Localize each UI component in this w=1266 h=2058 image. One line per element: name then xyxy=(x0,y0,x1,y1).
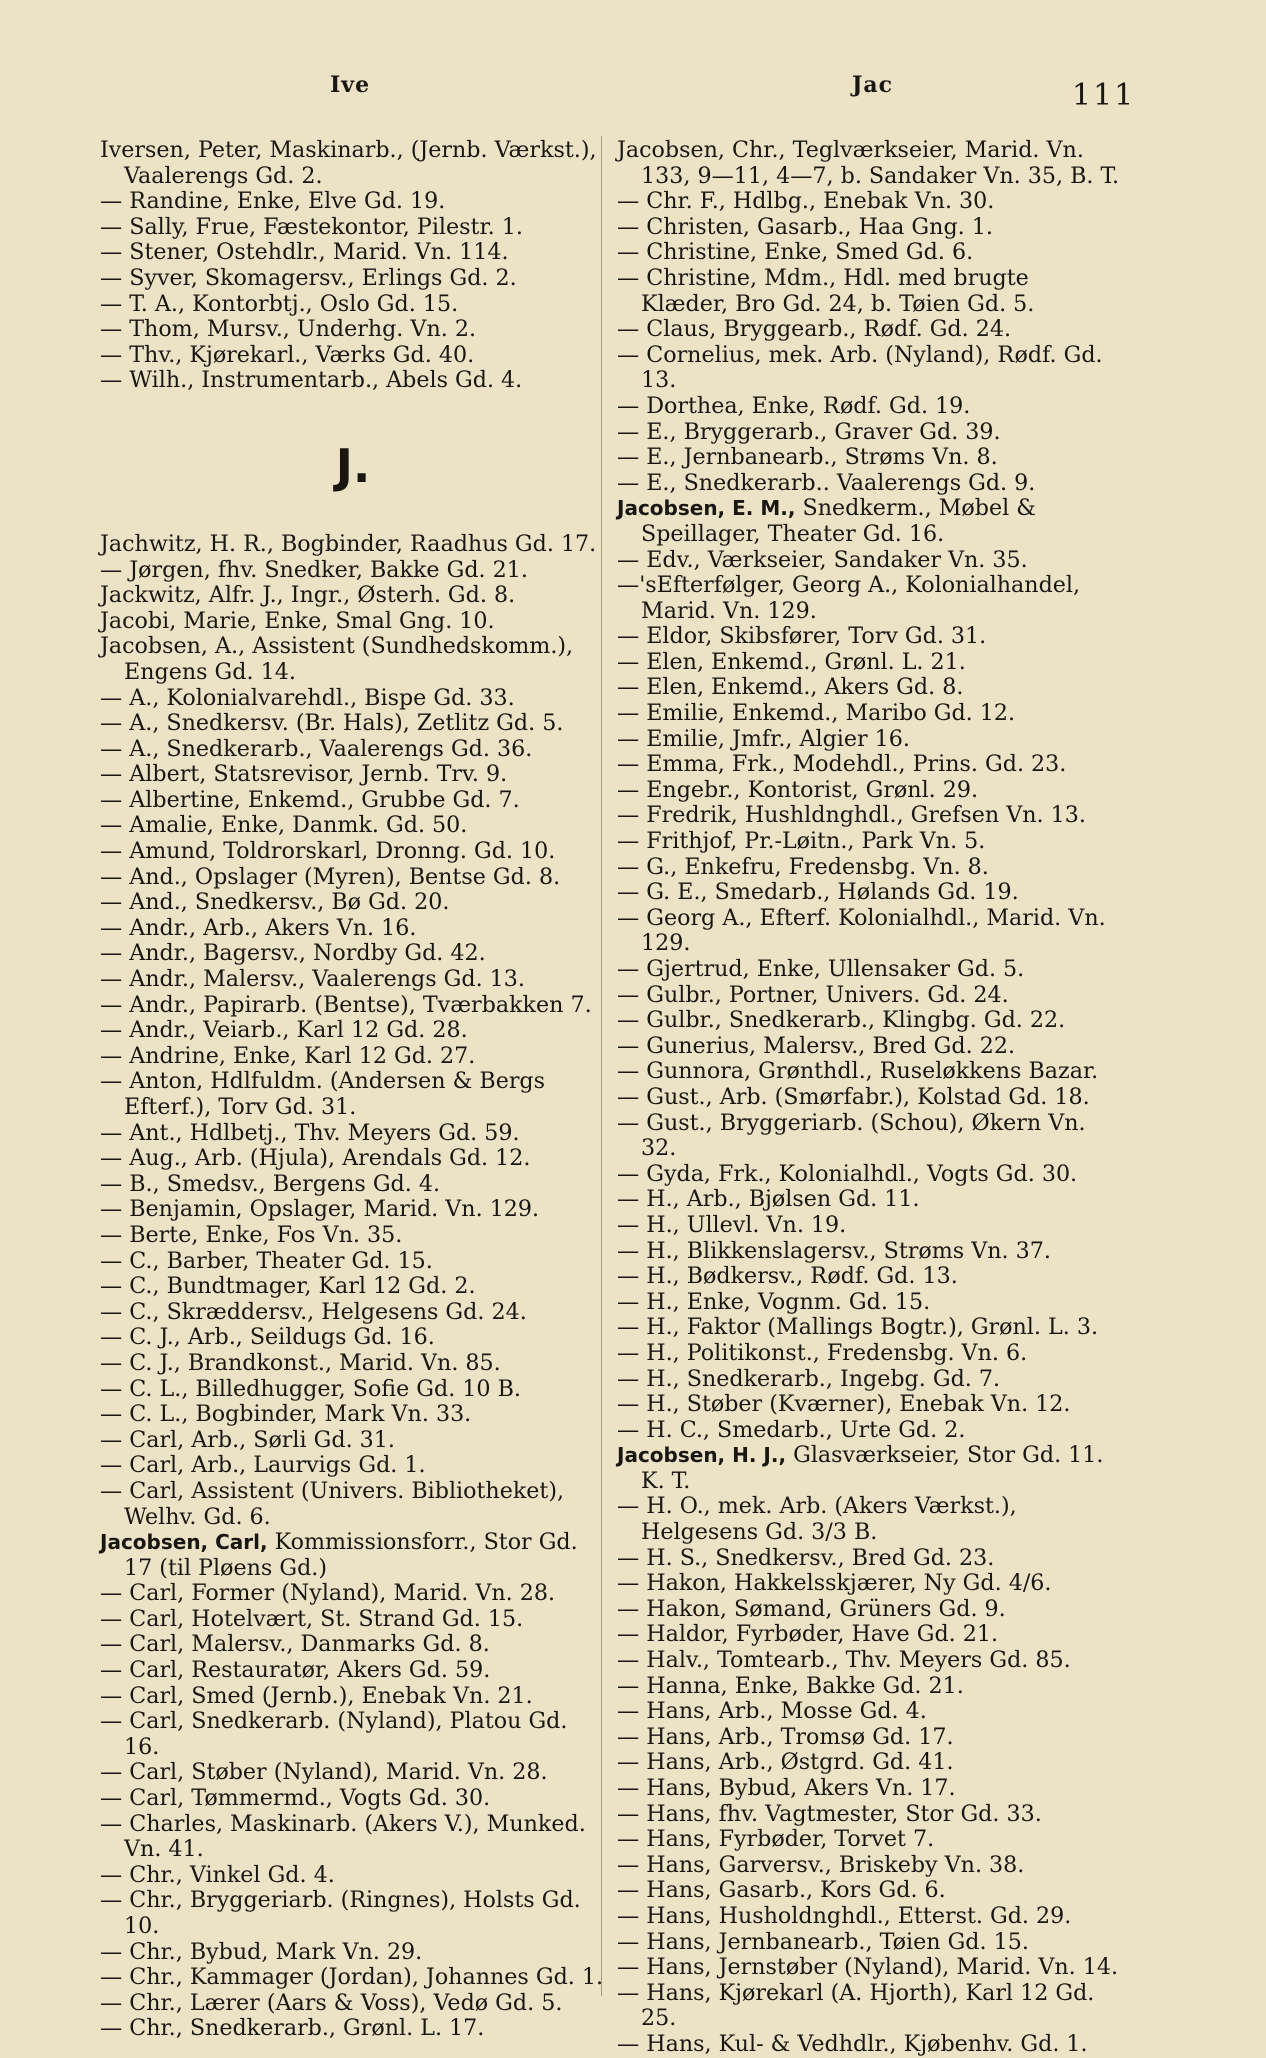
directory-entry: — Hans, Kul- & Vedhdlr., Kjøbenhv. Gd. 1. xyxy=(617,2030,1088,2057)
directory-entry: — Hans, Garversv., Briskeby Vn. 38. xyxy=(617,1851,1025,1878)
directory-entry: — Thv., Kjørekarl., Værks Gd. 40. xyxy=(100,341,475,368)
entry-details: Snedkerm., Møbel & Speillager, Theater Gd. 16. xyxy=(641,495,1037,547)
directory-entry: — Gust., Bryggeriarb. (Schou), Økern Vn. 32. xyxy=(617,1109,1086,1162)
directory-entry: — Carl, Arb., Sørli Gd. 31. xyxy=(100,1426,395,1453)
directory-entry: — H., Faktor (Mallings Bogtr.), Grønl. L. 3. xyxy=(617,1314,1099,1341)
directory-entry: — H. O., mek. Arb. (Akers Værkst.), Helgesens Gd. 3/3 B. xyxy=(617,1493,1017,1546)
directory-entry: — Anton, Hdlfuldm. (Andersen & Bergs Efterf.), Torv Gd. 31. xyxy=(100,1068,546,1120)
directory-entry: — Engebr., Kontorist, Grønl. 29. xyxy=(617,776,979,803)
entry-details: Glasværkseier, Stor Gd. 11. K. T. xyxy=(641,1442,1104,1494)
directory-entry: — H., Blikkenslagersv., Strøms Vn. 37. xyxy=(617,1237,1051,1264)
directory-entry: — Berte, Enke, Fos Vn. 35. xyxy=(100,1221,403,1248)
directory-entry: — T. A., Kontorbtj., Oslo Gd. 15. xyxy=(100,290,459,317)
directory-entry: — A., Snedkersv. (Br. Hals), Zetlitz Gd. 5. xyxy=(100,710,564,737)
entry-bold-name: Jacobsen, Carl, xyxy=(100,1530,268,1555)
directory-entry: — H. S., Snedkersv., Bred Gd. 23. xyxy=(617,1544,995,1571)
directory-entry: — H., Politikonst., Fredensbg. Vn. 6. xyxy=(617,1339,1028,1366)
header-right-guideword: Jac xyxy=(852,72,894,98)
directory-entry: — Hans, Arb., Østgrd. Gd. 41. xyxy=(617,1749,954,1776)
directory-entry: — Gyda, Frk., Kolonialhdl., Vogts Gd. 30. xyxy=(617,1160,1078,1187)
directory-entry: — Benjamin, Opslager, Marid. Vn. 129. xyxy=(100,1196,540,1223)
directory-entry: Jacobsen, A., Assistent (Sundhedskomm.), Engens Gd. 14. xyxy=(100,633,574,685)
directory-entry: — Elen, Enkemd., Grønl. L. 21. xyxy=(617,648,966,675)
directory-entry: — Andrine, Enke, Karl 12 Gd. 27. xyxy=(100,1042,476,1069)
directory-entry: — Albert, Statsrevisor, Jernb. Trv. 9. xyxy=(100,761,508,788)
directory-entry: — B., Smedsv., Bergens Gd. 4. xyxy=(100,1170,441,1197)
directory-entry: — G. E., Smedarb., Hølands Gd. 19. xyxy=(617,879,1019,906)
directory-entry: — C., Barber, Theater Gd. 15. xyxy=(100,1247,433,1274)
directory-entry: — Amalie, Enke, Danmk. Gd. 50. xyxy=(100,812,468,839)
directory-entry: — Edv., Værkseier, Sandaker Vn. 35. xyxy=(617,546,1028,573)
directory-entry: — Chr., Lærer (Aars & Voss), Vedø Gd. 5. xyxy=(100,1989,563,2016)
directory-entry: — Gunnora, Grønthdl., Ruseløkkens Bazar. xyxy=(617,1058,1099,1085)
directory-entry: — Albertine, Enkemd., Grubbe Gd. 7. xyxy=(100,786,520,813)
directory-entry: — Hans, Husholdnghdl., Etterst. Gd. 29. xyxy=(617,1902,1072,1929)
directory-entry: —'sEfterfølger, Georg A., Kolonialhandel, Marid. Vn. 129. xyxy=(617,572,1081,624)
section-letter: J. xyxy=(335,438,371,493)
directory-entry: — Emilie, Jmfr., Algier 16. xyxy=(617,725,910,752)
entry-bold-name: Jacobsen, H. J., xyxy=(617,1443,787,1468)
directory-entry: — Aug., Arb. (Hjula), Arendals Gd. 12. xyxy=(100,1145,531,1172)
directory-entry: — Cornelius, mek. Arb. (Nyland), Rødf. Gd. 13. xyxy=(617,341,1103,394)
directory-entry: — Sally, Frue, Fæstekontor, Pilestr. 1. xyxy=(100,213,523,240)
directory-entry: — Hakon, Sømand, Grüners Gd. 9. xyxy=(617,1595,1006,1622)
directory-entry: — E., Bryggerarb., Graver Gd. 39. xyxy=(617,418,1001,445)
right-column xyxy=(617,138,1121,2058)
directory-entry: — Chr., Snedkerarb., Grønl. L. 17. xyxy=(100,2015,485,2042)
directory-entry: — Charles, Maskinarb. (Akers V.), Munked. Vn. 41. xyxy=(100,1810,586,1863)
directory-entry: — Emilie, Enkemd., Maribo Gd. 12. xyxy=(617,700,1016,727)
directory-entry: — Emma, Frk., Modehdl., Prins. Gd. 23. xyxy=(617,751,1067,778)
directory-entry: — Dorthea, Enke, Rødf. Gd. 19. xyxy=(617,392,971,419)
directory-entry: — Carl, Smed (Jernb.), Enebak Vn. 21. xyxy=(100,1682,533,1709)
directory-entry: Jacobsen, Chr., Teglværkseier, Marid. Vn. 133, 9—11, 4—7, b. Sandaker Vn. 35, B. T. xyxy=(617,137,1120,189)
directory-entry: — Stener, Ostehdlr., Marid. Vn. 114. xyxy=(100,239,509,266)
directory-entry: — C. L., Bogbinder, Mark Vn. 33. xyxy=(100,1401,472,1428)
directory-entry: — Haldor, Fyrbøder, Have Gd. 21. xyxy=(617,1621,999,1648)
directory-entry: — Hans, Jernbanearb., Tøien Gd. 15. xyxy=(617,1928,1029,1955)
directory-entry: — C., Skræddersv., Helgesens Gd. 24. xyxy=(100,1298,527,1325)
entry-bold-name: Jacobsen, E. M., xyxy=(617,496,796,521)
directory-entry: — Carl, Malersv., Danmarks Gd. 8. xyxy=(100,1631,490,1658)
directory-entry: — H., Snedkerarb., Ingebg. Gd. 7. xyxy=(617,1365,1001,1392)
directory-entry: — Christine, Mdm., Hdl. med brugte Klæder, Bro Gd. 24, b. Tøien Gd. 5. xyxy=(617,264,1035,317)
directory-entry: Iversen, Peter, Maskinarb., (Jernb. Værkst.), Vaalerengs Gd. 2. xyxy=(100,137,597,189)
directory-entry: — Ant., Hdlbetj., Thv. Meyers Gd. 59. xyxy=(100,1119,520,1146)
directory-entry: — Hans, Jernstøber (Nyland), Marid. Vn. 14. xyxy=(617,1954,1119,1981)
directory-entry: — Hanna, Enke, Bakke Gd. 21. xyxy=(617,1672,964,1699)
directory-entry: — H., Enke, Vognm. Gd. 15. xyxy=(617,1288,931,1315)
directory-entry: — H., Støber (Kværner), Enebak Vn. 12. xyxy=(617,1391,1071,1418)
directory-entry: — Chr., Bryggeriarb. (Ringnes), Holsts Gd. 10. xyxy=(100,1887,581,1939)
directory-entry: — Hans, Fyrbøder, Torvet 7. xyxy=(617,1826,935,1853)
directory-entry: — Carl, Hotelvært, St. Strand Gd. 15. xyxy=(100,1605,524,1632)
left-entries-after-section xyxy=(100,532,606,2042)
directory-entry: — Carl, Assistent (Univers. Bibliotheket), Welhv. Gd. 6. xyxy=(100,1477,565,1530)
directory-entry: — C. J., Arb., Seildugs Gd. 16. xyxy=(100,1324,435,1351)
directory-entry: — Carl, Tømmermd., Vogts Gd. 30. xyxy=(100,1785,491,1812)
directory-entry: — Andr., Papirarb. (Bentse), Tværbakken 7. xyxy=(100,991,592,1018)
directory-entry: — C. J., Brandkonst., Marid. Vn. 85. xyxy=(100,1349,501,1376)
directory-entry: — Hans, Kjørekarl (A. Hjorth), Karl 12 Gd. 25. xyxy=(617,1979,1095,2032)
directory-entry: — C., Bundtmager, Karl 12 Gd. 2. xyxy=(100,1273,476,1300)
directory-entry: — H., Arb., Bjølsen Gd. 11. xyxy=(617,1186,920,1213)
directory-entry: — H., Ullevl. Vn. 19. xyxy=(617,1211,847,1238)
directory-entry: — A., Snedkerarb., Vaalerengs Gd. 36. xyxy=(100,735,533,762)
directory-entry: — Andr., Veiarb., Karl 12 Gd. 28. xyxy=(100,1017,468,1044)
directory-entry: — E., Jernbanearb., Strøms Vn. 8. xyxy=(617,444,998,471)
directory-entry: — Gulbr., Portner, Univers. Gd. 24. xyxy=(617,981,1009,1008)
directory-entry: — Carl, Former (Nyland), Marid. Vn. 28. xyxy=(100,1580,556,1607)
header-left-guideword: Ive xyxy=(330,72,371,98)
directory-entry: — Gjertrud, Enke, Ullensaker Gd. 5. xyxy=(617,956,1025,982)
directory-entry: — Chr., Vinkel Gd. 4. xyxy=(100,1861,335,1888)
directory-entry: — Hans, Bybud, Akers Vn. 17. xyxy=(617,1775,956,1801)
directory-entry: — Elen, Enkemd., Akers Gd. 8. xyxy=(617,674,964,701)
directory-entry: — Syver, Skomagersv., Erlings Gd. 2. xyxy=(100,264,517,291)
directory-entry: — Hans, Arb., Mosse Gd. 4. xyxy=(617,1698,927,1725)
directory-entry: — G., Enkefru, Fredensbg. Vn. 8. xyxy=(617,853,989,880)
directory-entry: — Hans, fhv. Vagtmester, Stor Gd. 33. xyxy=(617,1800,1042,1827)
directory-entry: — C. L., Billedhugger, Sofie Gd. 10 B. xyxy=(100,1375,521,1402)
directory-entry: — Carl, Snedkerarb. (Nyland), Platou Gd. 16. xyxy=(100,1708,568,1760)
directory-entry: — Carl, Restauratør, Akers Gd. 59. xyxy=(100,1657,491,1684)
right-entries xyxy=(617,138,1121,2058)
directory-entry: — Hans, Arb., Tromsø Gd. 17. xyxy=(617,1723,954,1750)
directory-entry: — Chr. F., Hdlbg., Enebak Vn. 30. xyxy=(617,188,995,215)
directory-entry: — E., Snedkerarb.. Vaalerengs Gd. 9. xyxy=(617,469,1036,496)
directory-entry: Jackwitz, Alfr. J., Ingr., Østerh. Gd. 8. xyxy=(100,582,516,609)
directory-entry: — Carl, Støber (Nyland), Marid. Vn. 28. xyxy=(100,1759,548,1786)
page-number: 111 xyxy=(1072,78,1136,113)
directory-entry: — H., Bødkersv., Rødf. Gd. 13. xyxy=(617,1263,958,1290)
directory-entry: — Amund, Toldrorskarl, Dronng. Gd. 10. xyxy=(100,838,556,865)
directory-entry: — Carl, Arb., Laurvigs Gd. 1. xyxy=(100,1452,426,1479)
directory-entry: — Randine, Enke, Elve Gd. 19. xyxy=(100,188,446,215)
directory-entry: — Claus, Bryggearb., Rødf. Gd. 24. xyxy=(617,316,1012,343)
left-column xyxy=(100,138,606,2042)
directory-entry xyxy=(100,1530,606,1581)
directory-entry: — Christen, Gasarb., Haa Gng. 1. xyxy=(617,213,993,240)
directory-entry: — A., Kolonialvarehdl., Bispe Gd. 33. xyxy=(100,684,515,711)
directory-entry: — Hans, Gasarb., Kors Gd. 6. xyxy=(617,1877,946,1904)
directory-entry: — Halv., Tomtearb., Thv. Meyers Gd. 85. xyxy=(617,1647,1071,1674)
directory-entry: — Thom, Mursv., Underhg. Vn. 2. xyxy=(100,316,477,343)
directory-entry: Jachwitz, H. R., Bogbinder, Raadhus Gd. 17. xyxy=(100,530,597,557)
directory-entry: — Christine, Enke, Smed Gd. 6. xyxy=(617,239,974,266)
directory-entry: — Andr., Arb., Akers Vn. 16. xyxy=(100,914,417,941)
directory-entry: — Gust., Arb. (Smørfabr.), Kolstad Gd. 18. xyxy=(617,1083,1090,1110)
entry-details: Kommissionsforr., Stor Gd. 17 (til Pløens Gd.) xyxy=(124,1529,578,1581)
directory-entry: — And., Snedkersv., Bø Gd. 20. xyxy=(100,889,450,916)
directory-entry: — Georg A., Efterf. Kolonialhdl., Marid. Vn. 129. xyxy=(617,904,1106,957)
left-entries-before-section xyxy=(100,138,606,394)
directory-entry: — Fredrik, Hushldnghdl., Grefsen Vn. 13. xyxy=(617,802,1086,829)
directory-entry: — Gulbr., Snedkerarb., Klingbg. Gd. 22. xyxy=(617,1007,1066,1034)
directory-entry: — Andr., Malersv., Vaalerengs Gd. 13. xyxy=(100,966,525,993)
directory-entry xyxy=(617,496,1121,547)
directory-entry: — Chr., Kammager (Jordan), Johannes Gd. 1. xyxy=(100,1964,604,1991)
directory-entry: — Jørgen, fhv. Snedker, Bakke Gd. 21. xyxy=(100,556,528,583)
directory-entry: — H. C., Smedarb., Urte Gd. 2. xyxy=(617,1416,966,1443)
directory-entry: Jacobi, Marie, Enke, Smal Gng. 10. xyxy=(100,607,495,634)
directory-entry: — Gunerius, Malersv., Bred Gd. 22. xyxy=(617,1032,1015,1059)
directory-entry: — Chr., Bybud, Mark Vn. 29. xyxy=(100,1938,423,1965)
directory-entry: — And., Opslager (Myren), Bentse Gd. 8. xyxy=(100,863,561,890)
directory-entry: — Eldor, Skibsfører, Torv Gd. 31. xyxy=(617,623,987,650)
directory-entry xyxy=(617,1443,1121,1494)
directory-entry: — Hakon, Hakkelsskjærer, Ny Gd. 4/6. xyxy=(617,1570,1052,1597)
directory-entry: — Wilh., Instrumentarb., Abels Gd. 4. xyxy=(100,367,523,394)
directory-entry: — Andr., Bagersv., Nordby Gd. 42. xyxy=(100,940,486,967)
directory-entry: — Frithjof, Pr.-Løitn., Park Vn. 5. xyxy=(617,828,986,855)
